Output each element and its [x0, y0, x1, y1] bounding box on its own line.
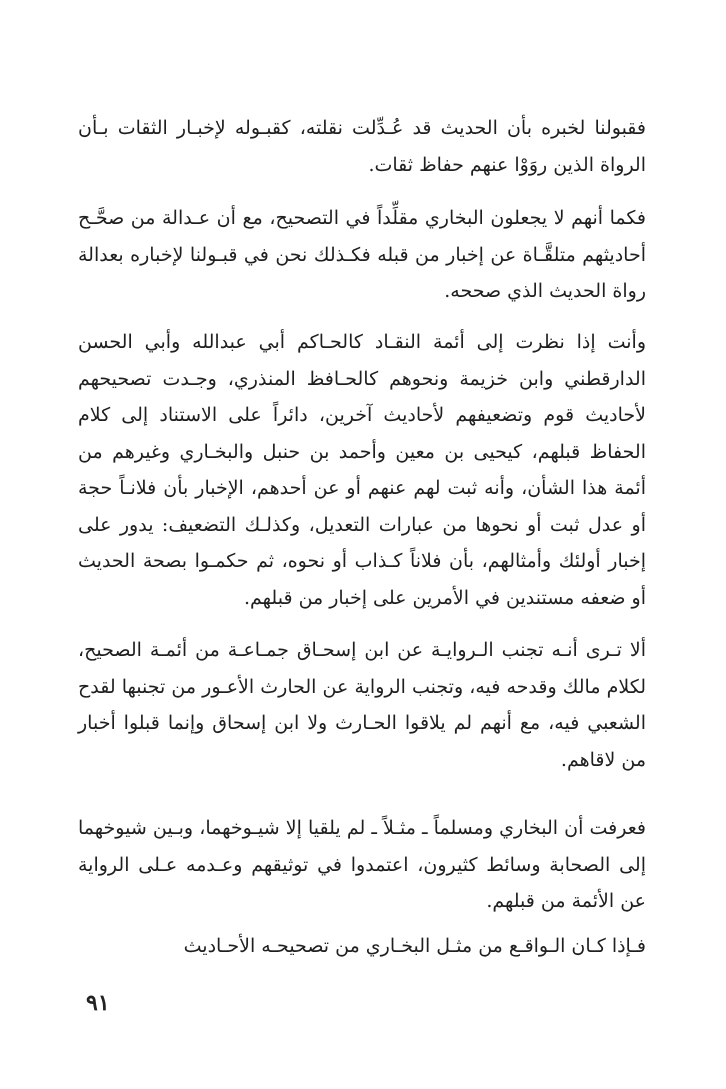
paragraph-4: ألا تـرى أنـه تجنب الـروايـة عن ابن إسحـاق جمـاعـة من أئمـة الصحيح، لكلام مالك وقدحه فيه، وتجنب الرواية عن الحارث الأعـور من تجنبها لقدح الشعبي فيه، مع أنهم لم يلاقوا الحـارث ولا ابن إسحاق وإنما قبلوا أخبار من لاقاهم. [78, 639, 646, 771]
paragraph-1: فقبولنا لخبره بأن الحديث قد عُـدِّلت نقلته، كقبـوله لإخبـار الثقات بـأن الرواة الذين روَوْا عنهم حفاظ ثقات. [78, 117, 646, 176]
paragraph-5: فعرفت أن البخاري ومسلماً ـ مثـلاً ـ لم يلقيا إلا شيـوخهما، وبـين شيوخهما إلى الصحابة وسائط كثيرون، اعتمدوا في توثيقهم وعـدمه عـلى الرواية عن الأئمة من قبلهم. [78, 817, 646, 912]
paragraph-2: فكما أنهم لا يجعلون البخاري مقلِّداً في التصحيح، مع أن عـدالة من صحَّـح أحاديثهم متلقَّـاة عن إخبار من قبله فكـذلك نحن في قبـولنا لإخباره بعدالة رواة الحديث الذي صححه. [78, 207, 646, 302]
page-number: ٩١ [86, 990, 110, 1016]
paragraph-6: فـإذا كـان الـواقـع من مثـل البخـاري من تصحيحـه الأحـاديث [183, 935, 646, 957]
paragraph-3: وأنت إذا نظرت إلى أئمة النقـاد كالحـاكم أبي عبدالله وأبي الحسن الدارقطني وابن خزيمة ونحوهم كالحـافظ المنذري، وجـدت تصحيحهم لأحاديث قوم وتضعيفهم لأحاديث آخرين، دائراً على الاستناد إلى كلام الحفاظ قبلهم، كيحيى بن معين وأحمد بن حنبل والبخـاري وغيرهم من أئمة هذا الشأن، وأنه ثبت لهم عنهم أو عن أحدهم، الإخبار بأن فلانـاً حجة أو عدل ثبت أو نحوها من عبارات التعديل، وكذلـك التضعيف: يدور على إخبار أولئك وأمثالهم، بأن فلاناً كـذاب أو نحوه، ثم حكمـوا بصحة الحديث أو ضعفه مستندين في الأمرين على إخبار من قبلهم. [78, 331, 646, 609]
